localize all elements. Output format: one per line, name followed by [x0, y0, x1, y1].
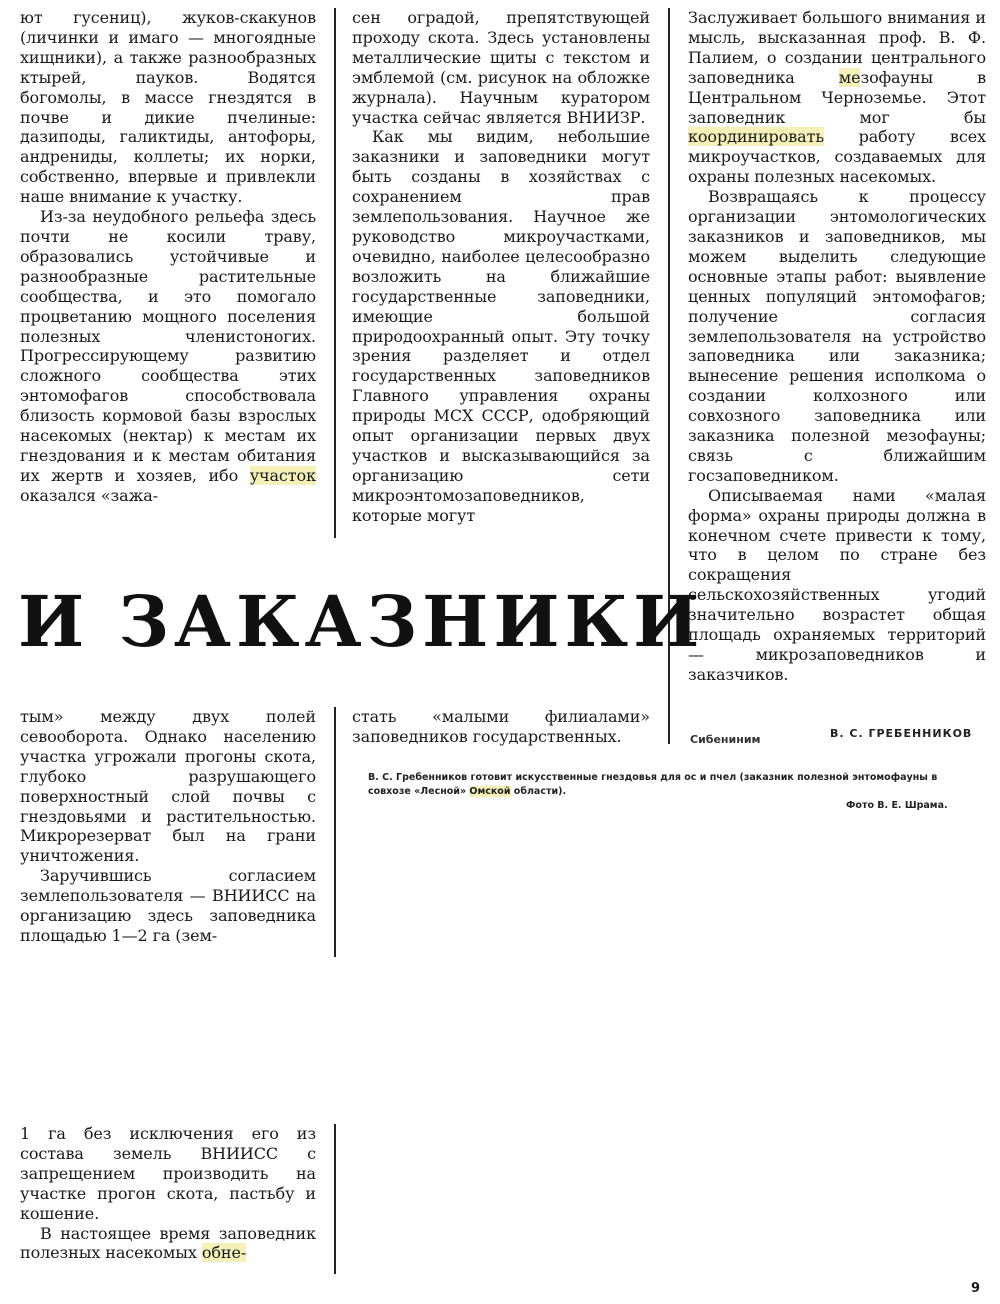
highlighted-word: Омской — [469, 786, 511, 797]
paragraph: Описываемая нами «малая форма» охраны природы должна в конечном счете привести к тому, что в целом по стране без сокращения сельскохозяйственных угодий значительно возрастет общая площадь охраняемых территорий — микрозаповедников и заказчиков. — [688, 485, 986, 684]
paragraph: ют гусениц), жуков-скакунов (личинки и имаго — многоядные хищники), а также разнообразных ктырей, пауков. Водятся богомолы, в массе гнездятся в почве и дикие пчелиные: дазиподы, галиктиды, антофоры, андрениды, коллеты; их норки, собственно, впервые и привлекли наше внимание к участку. — [20, 8, 316, 207]
page-number: 9 — [970, 1281, 980, 1296]
paragraph: сен оградой, препятствующей проходу скота. Здесь установлены металлические щиты с текстом и эмблемой (см. рисунок на обложке журнала). Научным куратором участка сейчас является ВНИИЗР. — [352, 8, 650, 127]
article-column-1-mid — [20, 707, 316, 946]
paragraph-text: зофауны в Центральном Черноземье. Этот заповедник мог бы — [688, 67, 986, 127]
article-column-2-mid — [352, 707, 650, 747]
paragraph — [688, 8, 986, 187]
paragraph-text: работу всех микроучастков, создаваемых для охраны полезных насекомых. — [688, 127, 986, 187]
paragraph: тым» между двух полей севооборота. Однако населению участка угрожали прогоны скота, глубоко разрушающего поверхностный слой почвы с гнездовьями и растительностью. Микрорезерват был на грани уничтожения. — [20, 707, 316, 866]
article-column-1-top — [20, 8, 316, 506]
paragraph: Как мы видим, небольшие заказники и заповедники могут быть созданы в хозяйствах с сохранением прав землепользования. Научное же руководство микроучастками, очевидно, наиболее целесообразно возложить на ближайшие государственные заповедники, имеющие большой природоохранный опыт. Эту точку зрения разделяет и отдел государственных заповедников Главного управления охраны природы МСХ СССР, одобряющий опыт организации первых двух участков и высказывающийся за организацию сети микроэнтомозаповедников, которые могут — [352, 127, 650, 525]
caption-text: В. С. Гребенников готовит искусственные гнездовья для ос и пчел (заказник полезной энтомофауны в совхозе «Лесной» — [368, 772, 938, 797]
paragraph — [20, 1224, 316, 1264]
highlighted-word: участок — [249, 465, 316, 485]
paragraph-text: Заслуживает большого внимания и мысль, высказанная проф. В. Ф. Палием, о создании центрального заповедника — [688, 8, 986, 87]
column-divider — [334, 1124, 336, 1274]
paragraph-text: Из-за неудобного рельефа здесь почти не косили траву, образовались устойчивые и разнообразные растительные сообщества, и это помогало процветанию мощного поселения полезных членистоногих. Прогрессирующему развитию сложного сообщества этих энтомофагов способствовала близость кормовой базы взрослых насекомых (нектар) к местам их гнездования и к местам обитания их жертв и хозяев, ибо — [20, 207, 316, 485]
paragraph — [20, 207, 316, 506]
highlighted-text: ме — [838, 67, 861, 87]
article-column-1-bottom — [20, 1124, 316, 1263]
paragraph: Возвращаясь к процессу организации энтомологических заказников и заповедников, мы можем выделить следующие основные этапы работ: выявление ценных популяций энтомофагов; получение согласия землепользователя на устройство заповедника или заказника; вынесение решения исполкома о создании колхозного или совхозного заповедника или заказника полезной мезофауны; связь с ближайшим госзаповедником. — [688, 187, 986, 485]
photo-caption — [368, 771, 980, 799]
stray-text: Сибениним — [690, 733, 761, 746]
caption-text: области). — [510, 786, 567, 797]
photo-credit: Фото В. Е. Шрама. — [846, 800, 948, 811]
author-signature: В. С. ГРЕБЕННИКОВ — [830, 727, 973, 740]
paragraph: 1 га без исключения его из состава земель ВНИИСС с запрещением производить на участке прогон скота, пастьбу и кошение. — [20, 1124, 316, 1223]
paragraph: стать «малыми филиалами» заповедников государственных. — [352, 707, 650, 746]
headline: И ЗАКАЗНИКИ — [18, 580, 705, 663]
paragraph: Заручившись согласием землепользователя — ВНИИСС на организацию здесь заповедника площадью 1—2 га (зем- — [20, 866, 316, 945]
highlighted-word: обне- — [201, 1243, 247, 1263]
column-divider — [334, 8, 336, 538]
column-divider — [334, 707, 336, 957]
highlighted-word: координировать — [688, 127, 824, 147]
paragraph-text: оказался «зажа- — [20, 485, 158, 505]
paragraph-text: В настоящее время заповедник полезных насекомых — [20, 1223, 316, 1263]
article-column-3 — [688, 8, 986, 685]
article-column-2-top — [352, 8, 650, 526]
